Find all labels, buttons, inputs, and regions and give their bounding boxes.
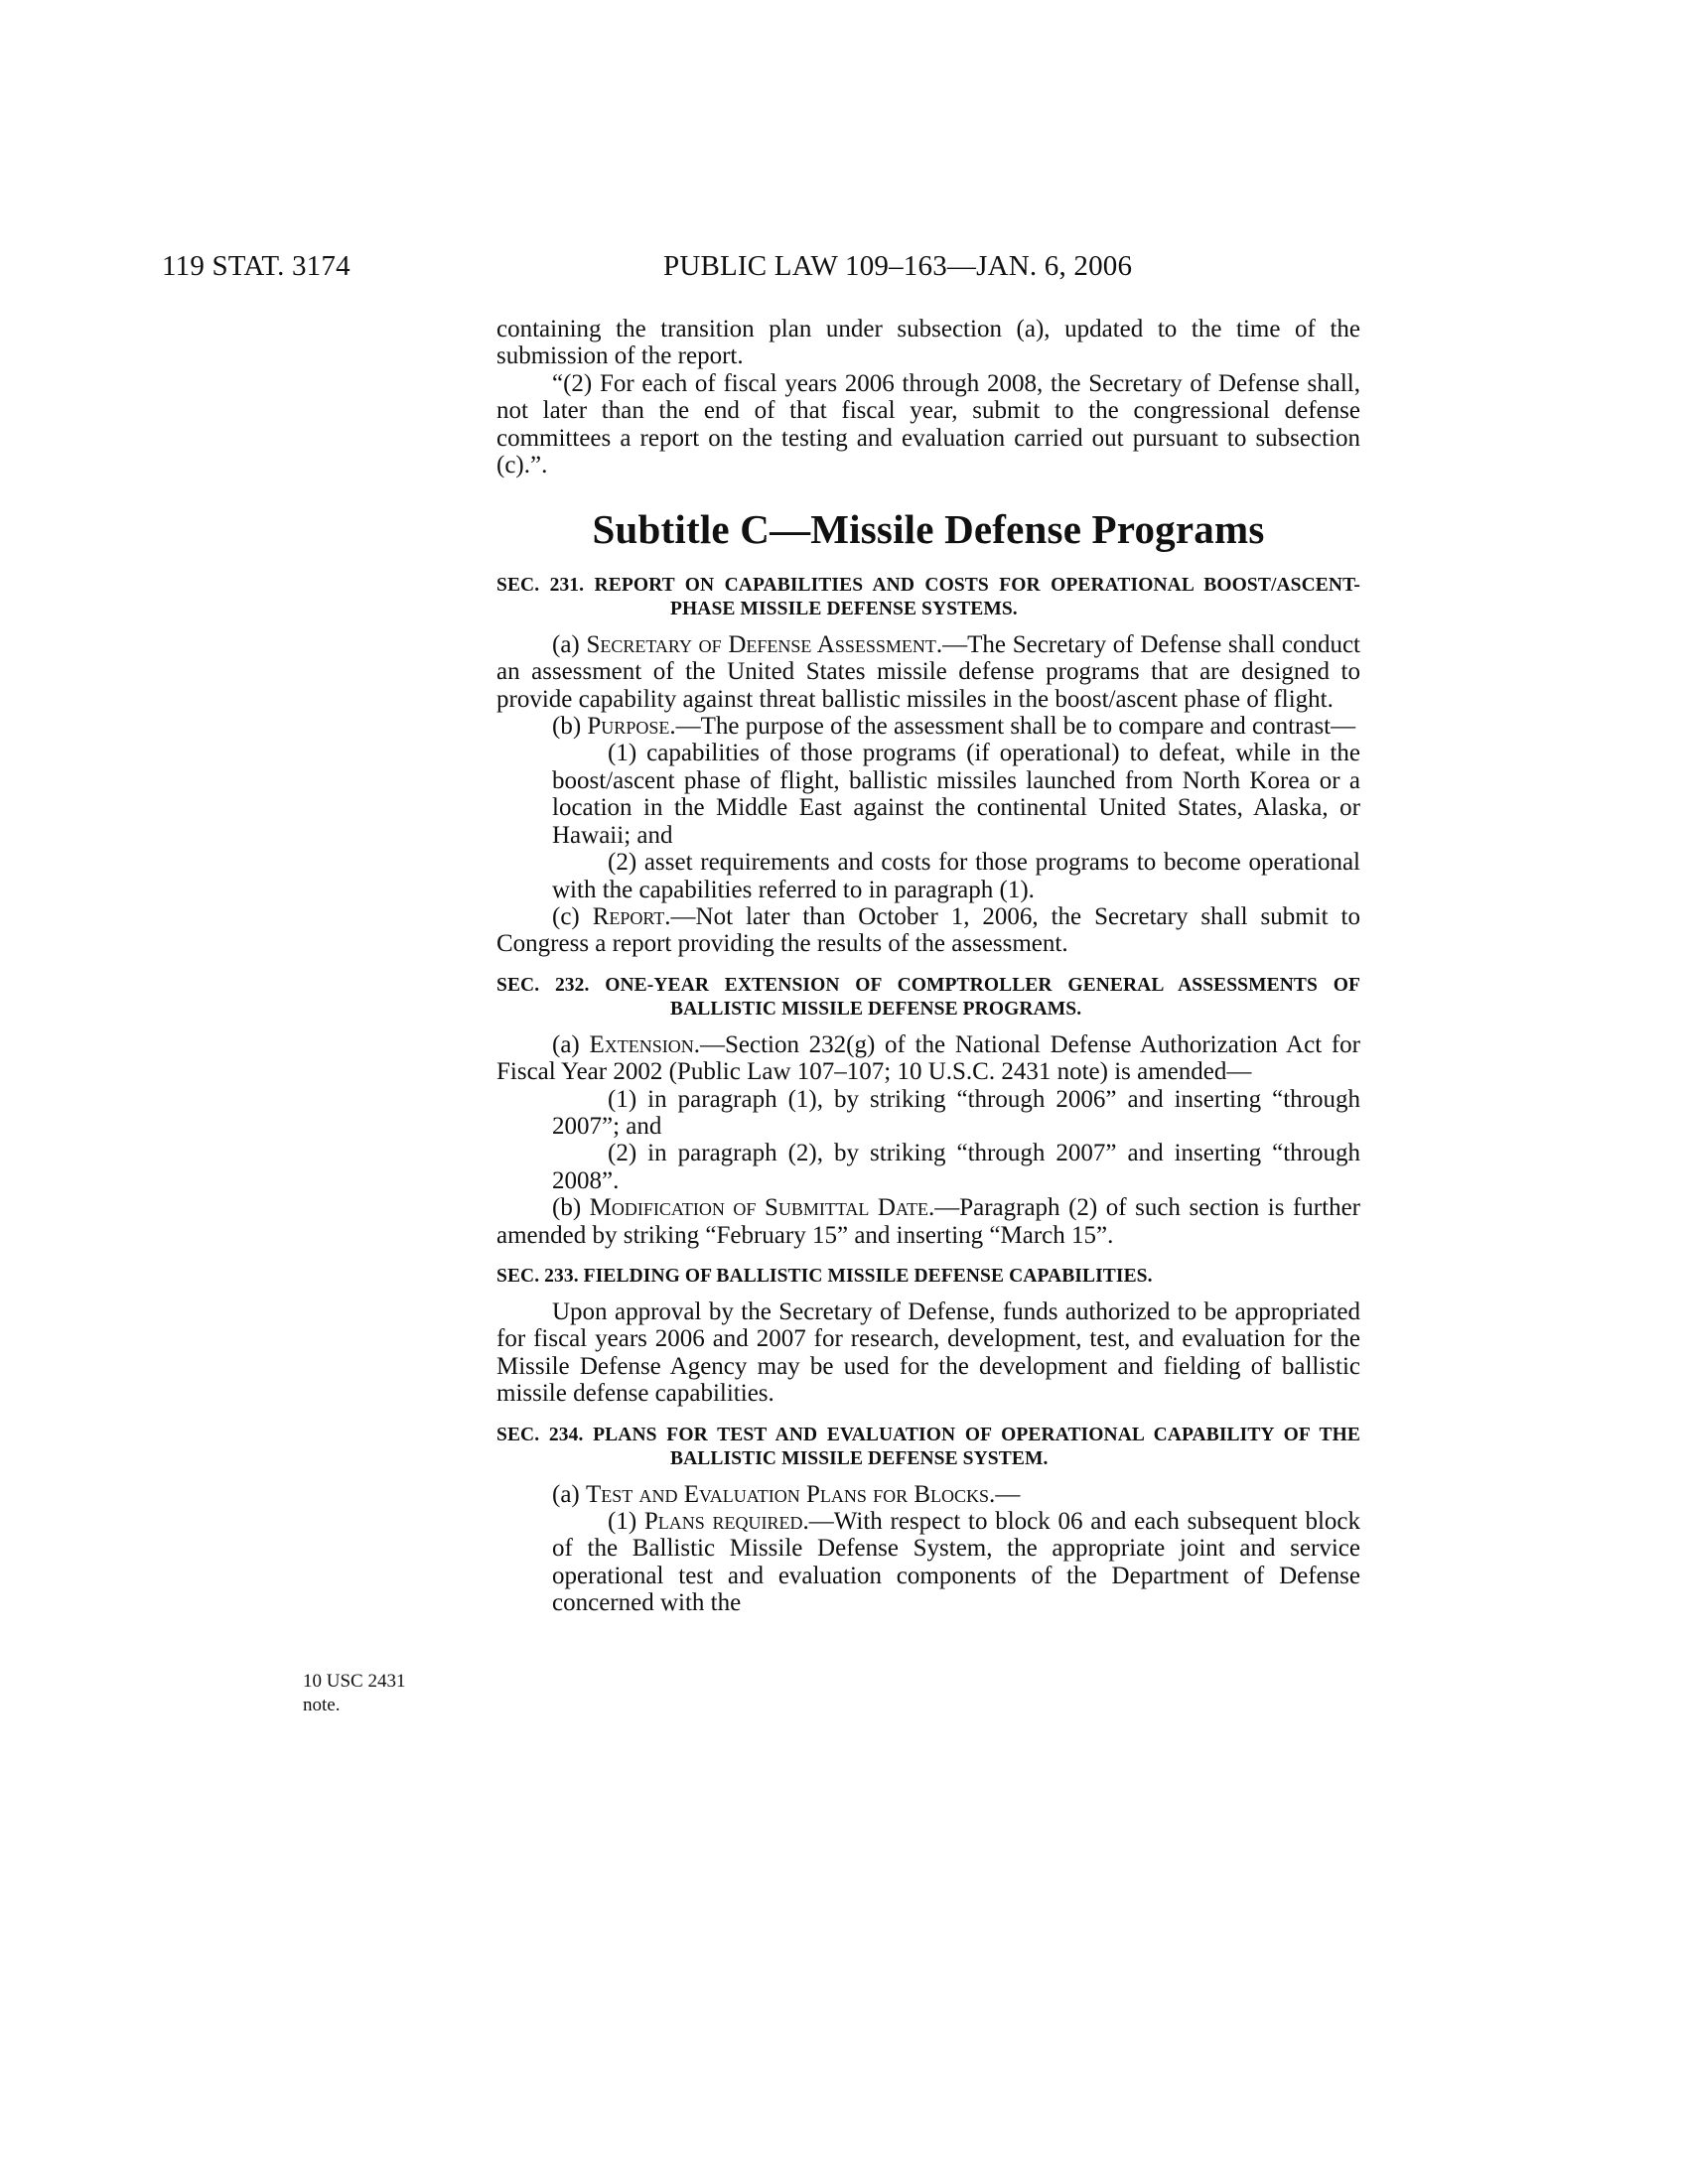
paragraph-label: (1) — [608, 1508, 644, 1535]
subsection-label: (a) — [552, 1030, 590, 1058]
subsection-label: (b) — [552, 1194, 590, 1222]
sec234-paragraph-1 — [496, 1508, 1360, 1617]
section-231-heading: SEC. 231. REPORT ON CAPABILITIES AND COSTS FOR OPERATIONAL BOOST/ASCENT-PHASE MISSILE DEFENSE SYSTEMS. — [496, 574, 1360, 619]
subsection-caption: Modification of Submittal Date. — [589, 1194, 935, 1222]
section-spacer — [496, 958, 1360, 974]
subsection-caption: Purpose. — [587, 713, 676, 741]
margin-note-line: note. — [303, 1695, 341, 1715]
paragraph-caption: Plans required. — [643, 1508, 809, 1535]
sec231-subsection-c — [496, 903, 1360, 958]
body-text — [496, 316, 1360, 1617]
subsection-caption: Extension. — [589, 1030, 700, 1058]
sec232-subsection-b — [496, 1194, 1360, 1249]
subsection-label: (a) — [552, 630, 587, 658]
public-law-citation: PUBLIC LAW 109–163—JAN. 6, 2006 — [663, 250, 1133, 282]
margin-note — [303, 1670, 432, 1717]
sec231-subsection-a — [496, 631, 1360, 713]
sec232-paragraph-2: (2) in paragraph (2), by striking “through 2007” and inserting “through 2008”. — [552, 1140, 1360, 1194]
sec231-paragraph-2: (2) asset requirements and costs for those programs to become operational with the capabilities referred to in paragraph (1). — [552, 849, 1360, 903]
paragraph-2: “(2) For each of fiscal years 2006 through 2008, the Secretary of Defense shall, not later than the end of that fiscal year, submit to the congressional defense committees a report on the testing and evaluation carried out pursuant to subsection (c).”. — [496, 369, 1360, 479]
subsection-text: —The Secretary of Defense shall conduct an assessment of the United States missile defense programs that are designed to provide capability against threat ballistic missiles in the boost/ascent phase of flight. — [496, 630, 1360, 713]
subsection-label: (c) — [552, 902, 593, 930]
sec234-subsection-a — [496, 1481, 1360, 1508]
subtitle-heading: Subtitle C—Missile Defense Programs — [592, 506, 1265, 553]
carry-over-paragraph: containing the transition plan under subsection (a), updated to the time of the submission of the report. — [496, 316, 1360, 370]
section-spacer — [496, 1408, 1360, 1424]
sec231-paragraph-1: (1) capabilities of those programs (if operational) to defeat, while in the boost/ascent phase of flight, ballistic missiles launched from North Korea or a location in the Middle East against the continental United States, Alaska, or Hawaii; and — [552, 740, 1360, 849]
subsection-caption: Test and Evaluation Plans for Blocks. — [586, 1480, 996, 1508]
section-232-heading: SEC. 232. ONE-YEAR EXTENSION OF COMPTROLLER GENERAL ASSESSMENTS OF BALLISTIC MISSILE DEFENSE PROGRAMS. — [496, 974, 1360, 1020]
subsection-caption: Secretary of Defense Assessment. — [586, 630, 943, 658]
running-header — [0, 250, 1688, 290]
sec233-text: Upon approval by the Secretary of Defense, funds authorized to be appropriated for fiscal years 2006 and 2007 for research, development, test, and evaluation for the Missile Defense Agency may be used for the development and fielding of ballistic missile defense capabilities. — [496, 1297, 1360, 1408]
margin-note-line: 10 USC 2431 — [303, 1671, 406, 1692]
sec232-subsection-a — [496, 1031, 1360, 1086]
section-233-heading: SEC. 233. FIELDING OF BALLISTIC MISSILE DEFENSE CAPABILITIES. — [496, 1265, 1153, 1287]
section-spacer — [496, 1249, 1360, 1265]
sec231-subsection-b — [496, 713, 1360, 740]
subsection-caption: Report. — [592, 902, 671, 930]
subsection-text: —The purpose of the assessment shall be to compare and contrast— — [675, 713, 1356, 741]
subsection-text: —Paragraph (2) of such section is further amended by striking “February 15” and inserting “March 15”. — [496, 1194, 1360, 1249]
statute-page-citation: 119 STAT. 3174 — [162, 250, 351, 282]
subsection-label: (a) — [552, 1480, 586, 1508]
subsection-label: (b) — [552, 713, 588, 741]
subsection-text: —Not later than October 1, 2006, the Secretary shall submit to Congress a report providing the results of the assessment. — [496, 902, 1361, 958]
sec232-paragraph-1: (1) in paragraph (1), by striking “through 2006” and inserting “through 2007”; and — [552, 1085, 1360, 1140]
subsection-text: —Section 232(g) of the National Defense Authorization Act for Fiscal Year 2002 (Public Law 107–107; 10 U.S.C. 2431 note) is amended— — [496, 1030, 1360, 1086]
section-234-heading: SEC. 234. PLANS FOR TEST AND EVALUATION OF OPERATIONAL CAPABILITY OF THE BALLISTIC MISSILE DEFENSE SYSTEM. — [496, 1424, 1360, 1469]
paragraph-text: —With respect to block 06 and each subsequent block of the Ballistic Missile Defense System, the appropriate joint and service operational test and evaluation components of the Department of Defense concerned with the — [552, 1508, 1360, 1617]
subsection-text: — — [995, 1480, 1021, 1508]
